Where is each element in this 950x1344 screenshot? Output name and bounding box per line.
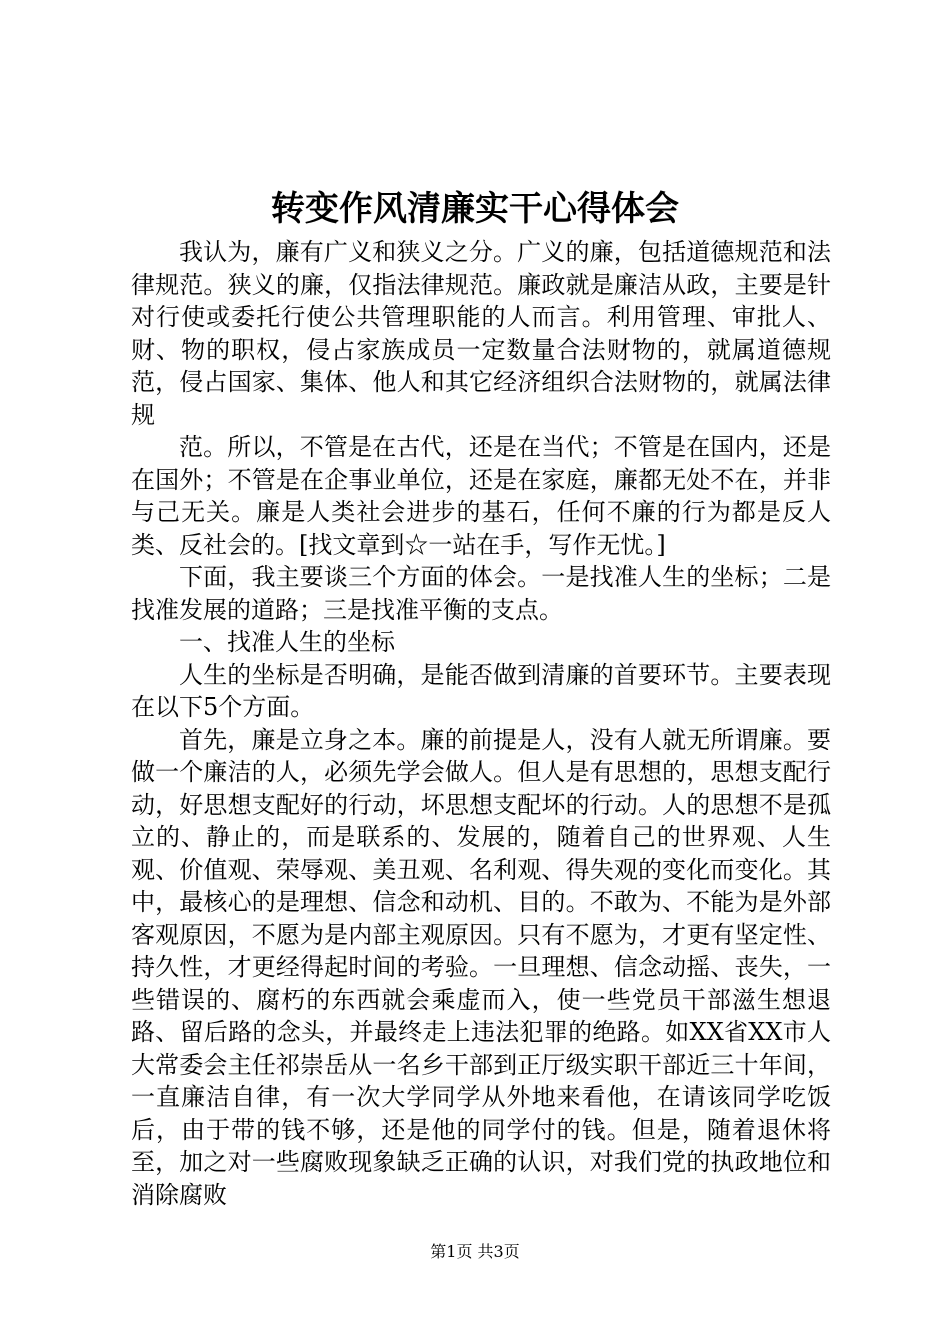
paragraph-2: 范。所以，不管是在古代，还是在当代；不管是在国内，还是在国外；不管是在企事业单位，还是在家庭，廉都无处不在，并非与己无关。廉是人类社会进步的基石，任何不廉的行为都是反人类、反社会的。[找文章到☆一站在手，写作无忧。]: [131, 433, 831, 559]
paragraph-3: 下面，我主要谈三个方面的体会。一是找准人生的坐标；二是找准发展的道路；三是找准平衡的支点。: [131, 563, 831, 624]
document-body: [131, 236, 831, 1211]
page-footer: 第1页 共3页: [430, 1242, 520, 1261]
paragraph-5: 首先，廉是立身之本。廉的前提是人，没有人就无所谓廉。要做一个廉洁的人，必须先学会做人。但人是有思想的，思想支配行动，好思想支配好的行动，坏思想支配坏的行动。人的思想不是孤立的、静止的，而是联系的、发展的，随着自己的世界观、人生观、价值观、荣辱观、美丑观、名利观、得失观的变化而变化。其中，最核心的是理想、信念和动机、目的。不敢为、不能为是外部客观原因，不愿为是内部主观原因。只有不愿为，才更有坚定性、持久性，才更经得起时间的考验。一旦理想、信念动摇、丧失，一些错误的、腐朽的东西就会乘虚而入，使一些党员干部滋生想退路、留后路的念头，并最终走上违法犯罪的绝路。如XX省XX市人大常委会主任祁崇岳从一名乡干部到正厅级实职干部近三十年间，一直廉洁自律，有一次大学同学从外地来看他，在请该同学吃饭后，由于带的钱不够，还是他的同学付的钱。但是，随着退休将至，加之对一些腐败现象缺乏正确的认识，对我们党的执政地位和消除腐败: [131, 725, 831, 1209]
paragraph-4: 人生的坐标是否明确，是能否做到清廉的首要环节。主要表现在以下5个方面。: [131, 660, 831, 721]
document-title: 转变作风清廉实干心得体会: [271, 189, 679, 229]
section-heading-1: 一、找准人生的坐标: [179, 628, 395, 656]
paragraph-1: 我认为，廉有广义和狭义之分。广义的廉，包括道德规范和法律规范。狭义的廉，仅指法律规范。廉政就是廉洁从政，主要是针对行使或委托行使公共管理职能的人而言。利用管理、审批人、财、物的职权，侵占家族成员一定数量合法财物的，就属道德规范，侵占国家、集体、他人和其它经济组织合法财物的，就属法律规: [131, 238, 831, 429]
